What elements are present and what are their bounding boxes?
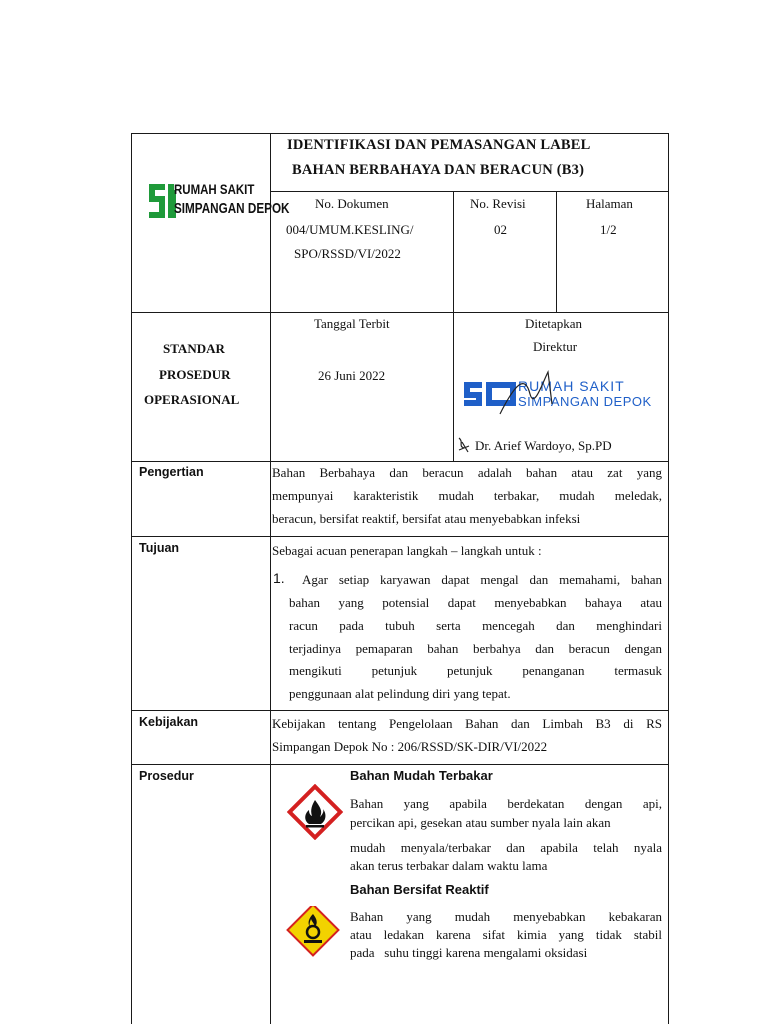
flammable-line: Bahan yang apabila berdekatan dengan api, — [350, 796, 662, 811]
document-title-line1: IDENTIFIKASI DAN PEMASANGAN LABEL — [287, 137, 591, 153]
flammable-line: akan terus terbakar dalam waktu lama — [350, 858, 548, 873]
signatory-name: Dr. Arief Wardoyo, Sp.PD — [475, 438, 612, 453]
tujuan-label: Tujuan — [139, 541, 180, 555]
spo-line1: STANDAR — [163, 341, 225, 356]
tujuan-intro: Sebagai acuan penerapan langkah – langkah untuk : — [272, 543, 542, 558]
tujuan-line: mengikuti petunjuk petunjuk penanganan termasuk — [289, 663, 662, 678]
reactive-line: pada suhu tinggi karena mengalami oksidasi — [350, 945, 588, 960]
no-dokumen-label: No. Dokumen — [315, 196, 389, 211]
oxidizer-hazard-icon — [283, 906, 343, 960]
flammable-title: Bahan Mudah Terbakar — [350, 768, 493, 783]
logo-text-line2: SIMPANGAN DEPOK — [174, 200, 290, 217]
spo-line3: OPERASIONAL — [144, 392, 240, 407]
direktur-label: Direktur — [533, 339, 578, 354]
reactive-line: Bahan yang mudah menyebabkan kebakaran — [350, 909, 662, 924]
flammable-line: mudah menyala/terbakar dan apabila telah nyala — [350, 840, 662, 855]
tujuan-item-number: 1. — [273, 570, 285, 586]
reactive-line: atau ledakan karena sifat kimia yang tidak stabil — [350, 927, 662, 942]
logo-text-line1: RUMAH SAKIT — [174, 181, 255, 197]
spo-line2: PROSEDUR — [159, 367, 231, 382]
reactive-title: Bahan Bersifat Reaktif — [350, 882, 489, 897]
no-dokumen-value-line2: SPO/RSSD/VI/2022 — [294, 246, 401, 261]
director-signature — [490, 364, 580, 424]
no-dokumen-value-line1: 004/UMUM.KESLING/ — [286, 222, 414, 237]
no-revisi-label: No. Revisi — [470, 196, 526, 211]
kebijakan-line: Kebijakan tentang Pengelolaan Bahan dan Limbah B3 di RS — [272, 716, 662, 731]
prosedur-label: Prosedur — [139, 769, 194, 783]
tujuan-line: Agar setiap karyawan dapat mengal dan memahami, bahan — [302, 572, 662, 587]
tanggal-terbit-value: 26 Juni 2022 — [318, 368, 386, 383]
halaman-value: 1/2 — [600, 222, 617, 237]
ditetapkan-label: Ditetapkan — [525, 316, 583, 331]
signature-mark — [456, 436, 472, 454]
halaman-label: Halaman — [586, 196, 633, 211]
tujuan-line: terjadinya pemaparan bahan berbahya dan beracun dengan — [289, 641, 662, 656]
no-revisi-value: 02 — [494, 222, 507, 237]
flammable-line: percikan api, gesekan atau sumber nyala lain akan — [350, 815, 611, 830]
pengertian-label: Pengertian — [139, 465, 204, 479]
stamp-text-line2: SIMPANGAN DEPOK — [518, 394, 652, 409]
tujuan-line: bahan yang potensial dapat menyebabkan bahaya atau — [289, 595, 662, 610]
pengertian-line: beracun, bersifat reaktif, bersifat atau menyebabkan infeksi — [272, 511, 581, 526]
document-title-line2: BAHAN BERBAHAYA DAN BERACUN (B3) — [292, 162, 585, 178]
tujuan-line: penggunaan alat pelindung diri yang tepat. — [289, 686, 511, 701]
pengertian-line: mempunyai karakteristik mudah terbakar, mudah meledak, — [272, 488, 662, 503]
tanggal-terbit-label: Tanggal Terbit — [314, 316, 390, 331]
pengertian-line: Bahan Berbahaya dan beracun adalah bahan atau zat yang — [272, 465, 662, 480]
tujuan-line: racun pada tubuh serta mencegah dan menghindari — [289, 618, 662, 633]
flammable-hazard-icon — [287, 784, 343, 840]
kebijakan-label: Kebijakan — [139, 715, 199, 729]
stamp-text-line1: RUMAH SAKIT — [518, 378, 625, 394]
kebijakan-line: Simpangan Depok No : 206/RSSD/SK-DIR/VI/2022 — [272, 739, 548, 754]
